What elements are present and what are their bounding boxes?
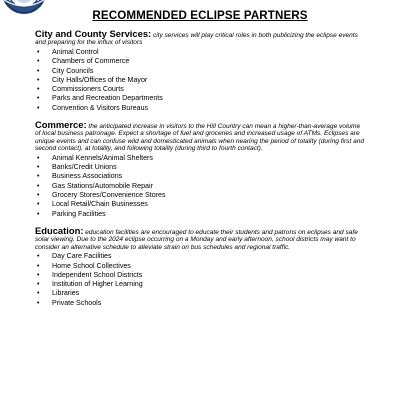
section-heading: Commerce: bbox=[35, 118, 87, 130]
list-item: • Local Retail/Chain Businesses bbox=[35, 200, 367, 209]
partner-list bbox=[35, 154, 367, 219]
section-commerce bbox=[35, 118, 367, 219]
section-description: the anticipated increase in visitors to the Hill Country can mean a higher-than-average volume of local business patronage. Expect a shortage of fuel and groceries and increased usage of ATMs. Eclipses are unique events and can confuse wild and domesticated animals when nearing the period of totality (during first and second contact), at totality, and following totality (during third to fourth contact). bbox=[35, 122, 365, 153]
section-intro bbox=[35, 224, 367, 251]
section-intro bbox=[35, 30, 367, 47]
list-item: • Private Schools bbox=[35, 299, 367, 308]
list-item: • Animal Control bbox=[35, 48, 367, 57]
list-item: • Home School Collectives bbox=[35, 262, 367, 271]
list-item: • Day Care Facilities bbox=[35, 252, 367, 261]
document-body bbox=[35, 30, 367, 316]
list-item: • Libraries bbox=[35, 289, 367, 298]
list-item: • Convention & Visitors Bureaus bbox=[35, 104, 367, 113]
section-heading: Education: bbox=[35, 224, 84, 236]
list-item: • City Halls/Offices of the Mayor bbox=[35, 76, 367, 85]
list-item: • Independent School Districts bbox=[35, 271, 367, 280]
list-item: • Grocery Stores/Convenience Stores bbox=[35, 191, 367, 200]
page-title: RECOMMENDED ECLIPSE PARTNERS bbox=[92, 9, 308, 22]
section-city-county-services bbox=[35, 30, 367, 113]
section-education bbox=[35, 224, 367, 308]
section-intro bbox=[35, 118, 367, 153]
list-item: • Parking Facilities bbox=[35, 210, 367, 219]
list-item: • Parks and Recreation Departments bbox=[35, 94, 367, 103]
list-item: • Institution of Higher Learning bbox=[35, 280, 367, 289]
section-description: city services will play critical roles in both publicizing the eclipse events and preparing for the influx of visitors bbox=[35, 32, 358, 47]
list-item: • Chambers of Commerce bbox=[35, 57, 367, 66]
partner-list bbox=[35, 48, 367, 113]
list-item: • Banks/Credit Unions bbox=[35, 163, 367, 172]
list-item: • Animal Kennels/Animal Shelters bbox=[35, 154, 367, 163]
list-item: • Commissioners Courts bbox=[35, 85, 367, 94]
list-item: • City Councils bbox=[35, 67, 367, 76]
section-heading: City and County Services: bbox=[35, 28, 152, 39]
list-item: • Business Associations bbox=[35, 172, 367, 181]
partner-list bbox=[35, 252, 367, 308]
list-item: • Gas Stations/Automobile Repair bbox=[35, 182, 367, 191]
section-description: education facilities are encouraged to educate their students and patrons on eclipses and safe solar viewing. Due to the 2024 eclipse occurring on a Monday and early afternoon, school districts may want to consider an alternative schedule to alleviate strain on bus schedules and regional traffic. bbox=[35, 228, 358, 251]
